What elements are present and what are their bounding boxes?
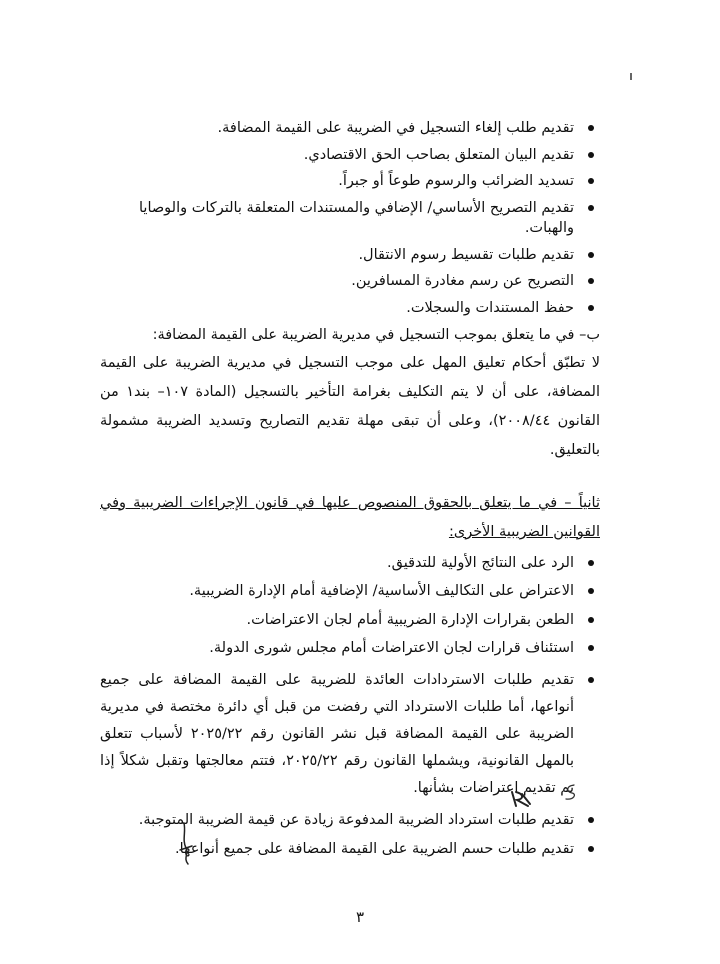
handwritten-signature-icon	[172, 820, 202, 870]
document-body	[100, 118, 600, 867]
list-item	[100, 145, 600, 165]
list-item-text: الطعن بقرارات الإدارة الضريبية أمام لجان الاعتراضات.	[246, 611, 574, 628]
bullet-icon	[588, 617, 594, 623]
list-item-text: تقديم طلبات الاستردادات العائدة للضريبة على القيمة المضافة على جميع أنواعها، أما طلبات الاسترداد التي رفضت من قبل أي دائرة مختصة في مديرية الضريبة على القيمة المضافة قبل نشر القانون رقم ٢٠٢٥/٢٢ لأسباب تتعلق بالمهل القانونية، ويشملها القانون رقم ٢٠٢٥/٢٢، فتتم معالجتها وتقبل شكلاً إذا تم تقديم اعتراضات بشأنها.	[100, 671, 574, 796]
bullet-list-a	[100, 118, 600, 318]
list-item	[100, 298, 600, 318]
page-number: ٣	[355, 908, 365, 926]
bullet-icon	[588, 817, 594, 823]
section-2-heading: ثانياً – في ما يتعلق بالحقوق المنصوص عليها في قانون الإجراءات الضريبية وفي القوانين الضريبية الأخرى:	[100, 494, 600, 540]
list-item	[100, 271, 600, 291]
list-item-text: تقديم طلبات حسم الضريبة على القيمة المضافة على جميع أنواعها.	[175, 840, 574, 857]
bullet-icon	[588, 560, 594, 566]
list-item	[100, 198, 600, 238]
list-item-text: التصريح عن رسم مغادرة المسافرين.	[351, 273, 574, 290]
list-item	[100, 245, 600, 265]
list-item-text: تقديم طلبات استرداد الضريبة المدفوعة زيادة عن قيمة الضريبة المتوجبة.	[138, 812, 574, 829]
list-item	[100, 171, 600, 191]
list-item	[100, 638, 600, 658]
section-b-heading: ب– في ما يتعلق بموجب التسجيل في مديرية الضريبة على القيمة المضافة:	[152, 326, 600, 343]
list-item-text: تقديم البيان المتعلق بصاحب الحق الاقتصادي.	[303, 146, 574, 163]
small-initial-icon	[562, 782, 578, 802]
bullet-icon	[588, 645, 594, 651]
bullet-icon	[588, 278, 594, 284]
list-item-text: الرد على النتائج الأولية للتدقيق.	[387, 554, 574, 571]
list-item-text: حفظ المستندات والسجلات.	[406, 300, 574, 317]
list-item-text: تقديم طلبات تقسيط رسوم الانتقال.	[358, 246, 574, 263]
list-item-text: استئناف قرارات لجان الاعتراضات أمام مجلس شورى الدولة.	[209, 640, 574, 657]
bullet-icon	[588, 677, 594, 683]
list-item-text: تقديم التصريح الأساسي/ الإضافي والمستندات المتعلقة بالتركات والوصايا والهبات.	[138, 200, 574, 237]
list-item-text: الاعتراض على التكاليف الأساسية/ الإضافية أمام الإدارة الضريبية.	[189, 583, 574, 600]
bullet-icon	[588, 205, 594, 211]
list-item	[100, 553, 600, 573]
bullet-icon	[588, 125, 594, 131]
section-b-paragraph: لا تطبّق أحكام تعليق المهل على موجب التسجيل في مديرية الضريبة على القيمة المضافة، على أن لا يتم التكليف بغرامة التأخير بالتسجيل (المادة ١٠٧– بند١ من القانون ٢٠٠٨/٤٤)، وعلى أن تبقى مهلة تقديم التصاريح وتسديد الضريبة مشمولة بالتعليق.	[100, 354, 601, 458]
list-item	[100, 610, 600, 630]
initials-mark-icon	[508, 788, 536, 810]
stray-mark-icon	[628, 72, 634, 82]
bullet-icon	[588, 178, 594, 184]
bullet-icon	[588, 152, 594, 158]
bullet-icon	[588, 846, 594, 852]
bullet-icon	[588, 305, 594, 311]
list-item-text: تسديد الضرائب والرسوم طوعاً أو جبراً.	[338, 173, 574, 190]
bullet-icon	[588, 588, 594, 594]
bullet-list-b	[100, 553, 600, 859]
list-item-text: تقديم طلب إلغاء التسجيل في الضريبة على القيمة المضافة.	[217, 120, 574, 136]
list-item	[100, 581, 600, 601]
list-item	[100, 667, 600, 802]
list-item	[100, 118, 600, 138]
bullet-icon	[588, 252, 594, 258]
